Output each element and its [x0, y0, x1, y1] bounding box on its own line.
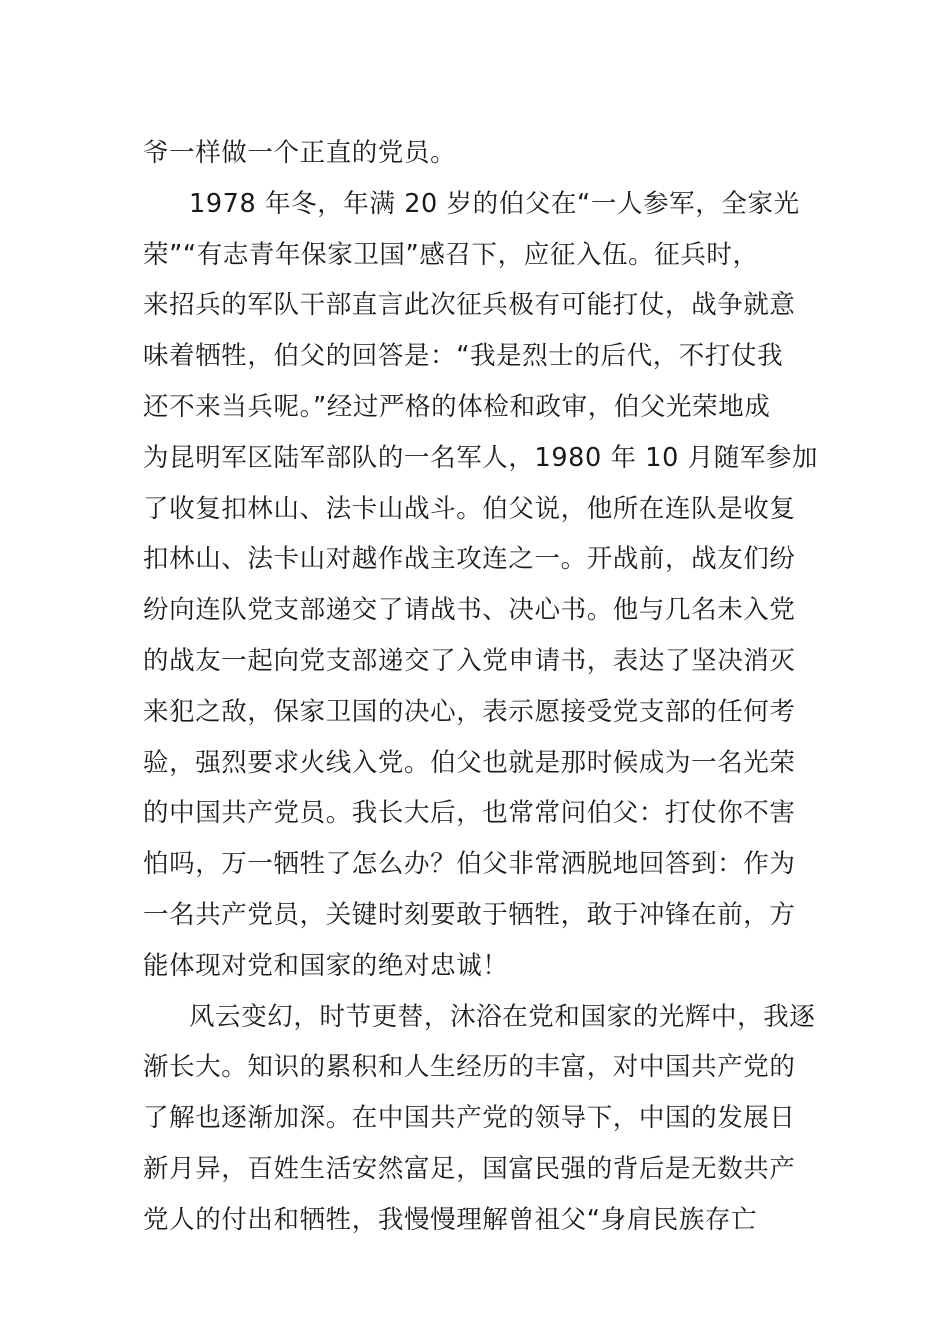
text-line: 新月异，百姓生活安然富足，国富民强的背后是无数共产	[143, 1153, 796, 1184]
text-line: 扣林山、法卡山对越作战主攻连之一。开战前，战友们纷	[143, 544, 796, 575]
text-line: 1978 年冬，年满 20 岁的伯父在“一人参军，全家光	[189, 188, 800, 219]
text-line: 爷一样做一个正直的党员。	[143, 138, 457, 168]
text-line: 还不来当兵呢。”经过严格的体检和政审，伯父光荣地成	[143, 391, 771, 422]
text-line: 渐长大。知识的累积和人生经历的丰富，对中国共产党的	[143, 1052, 796, 1083]
text-line: 来犯之敌，保家卫国的决心，表示愿接受党支部的任何考	[143, 696, 796, 727]
text-line: 党人的付出和牺牲，我慢慢理解曾祖父“身肩民族存亡	[143, 1204, 758, 1235]
text-line: 荣”“有志青年保家卫国”感召下，应征入伍。征兵时，	[143, 239, 759, 270]
text-line: 能体现对党和国家的绝对忠诚！	[143, 950, 509, 981]
text-line: 风云变幻，时节更替，沐浴在党和国家的光辉中，我逐	[189, 1001, 816, 1032]
text-line: 来招兵的军队干部直言此次征兵极有可能打仗，战争就意	[143, 290, 796, 321]
text-line: 了解也逐渐加深。在中国共产党的领导下，中国的发展日	[143, 1103, 796, 1134]
text-line: 了收复扣林山、法卡山战斗。伯父说，他所在连队是收复	[143, 493, 796, 524]
body-text	[143, 128, 819, 1246]
text-line: 怕吗，万一牺牲了怎么办？伯父非常洒脱地回答到：作为	[143, 849, 796, 880]
text-line: 验，强烈要求火线入党。伯父也就是那时候成为一名光荣	[143, 747, 796, 778]
text-line: 味着牺牲，伯父的回答是：“我是烈士的后代，不打仗我	[143, 341, 784, 372]
text-line: 的中国共产党员。我长大后，也常常问伯父：打仗你不害	[143, 798, 796, 829]
text-line: 的战友一起向党支部递交了入党申请书，表达了坚决消灭	[143, 645, 796, 676]
text-line: 纷向连队党支部递交了请战书、决心书。他与几名未入党	[143, 595, 796, 626]
text-line: 一名共产党员，关键时刻要敢于牺牲，敢于冲锋在前，方	[143, 899, 796, 930]
text-line: 为昆明军区陆军部队的一名军人，1980 年 10 月随军参加	[143, 442, 819, 473]
